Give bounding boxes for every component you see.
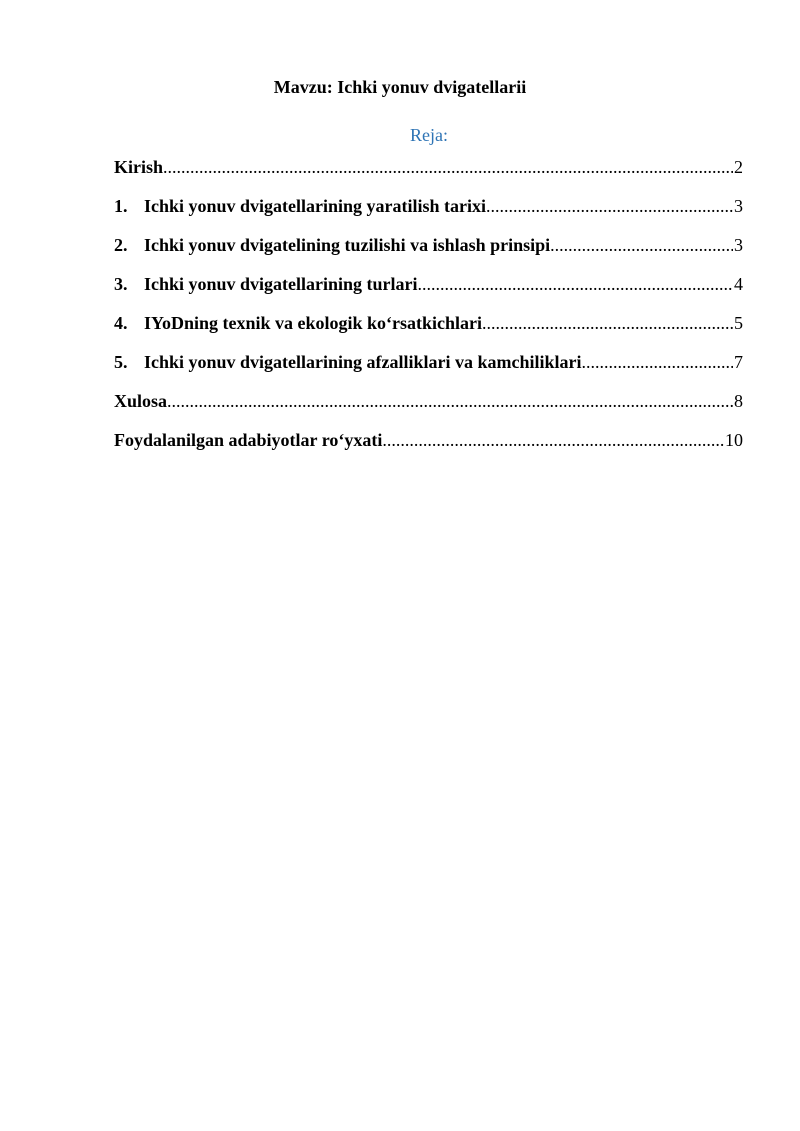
toc-entry-number: 1. [114, 196, 128, 216]
toc-dot-leader [486, 195, 733, 217]
toc-entry-number: 4. [114, 313, 128, 333]
toc-page-number: 7 [734, 352, 743, 372]
toc-page-number: 8 [734, 391, 743, 411]
toc-entry-4[interactable] [114, 312, 743, 351]
toc-entry-2[interactable] [114, 234, 743, 273]
toc-dot-leader [550, 234, 733, 256]
document-title: Mavzu: Ichki yonuv dvigatellarii [273, 77, 527, 97]
toc-entry-kirish[interactable] [114, 156, 743, 195]
toc-page-number: 4 [734, 274, 743, 294]
toc-page-number: 3 [734, 235, 743, 255]
toc-entry-label: Foydalanilgan adabiyotlar ro‘yxati [114, 430, 383, 450]
toc-entry-label: IYoDning texnik va ekologik ko‘rsatkichlari [144, 313, 483, 333]
toc-entry-number: 3. [114, 274, 128, 294]
toc-dot-leader [167, 390, 733, 412]
toc-dot-leader [482, 312, 733, 334]
toc-entry-label: Ichki yonuv dvigatellarining yaratilish tarixi [144, 196, 487, 216]
toc-entry-label: Kirish [114, 157, 164, 177]
plan-heading: Reja: [410, 125, 448, 145]
toc-entry-xulosa[interactable] [114, 390, 743, 429]
toc-page-number: 5 [734, 313, 743, 333]
toc-entry-number: 2. [114, 235, 128, 255]
toc-dot-leader [418, 273, 733, 295]
toc-entry-label: Ichki yonuv dvigatellarining afzalliklari va kamchiliklari [144, 352, 582, 372]
toc-entry-number: 5. [114, 352, 128, 372]
toc-entry-label: Xulosa [114, 391, 168, 411]
toc-page-number: 3 [734, 196, 743, 216]
table-of-contents [114, 156, 743, 468]
toc-entry-label: Ichki yonuv dvigatelining tuzilishi va ishlash prinsipi [144, 235, 551, 255]
toc-entry-references[interactable] [114, 429, 743, 468]
toc-entry-label: Ichki yonuv dvigatellarining turlari [144, 274, 418, 294]
toc-entry-5[interactable] [114, 351, 743, 390]
toc-page-number: 2 [734, 157, 743, 177]
toc-entry-1[interactable] [114, 195, 743, 234]
toc-entry-3[interactable] [114, 273, 743, 312]
toc-dot-leader [163, 156, 733, 178]
toc-dot-leader [382, 429, 724, 451]
toc-page-number: 10 [725, 430, 743, 450]
toc-dot-leader [582, 351, 733, 373]
